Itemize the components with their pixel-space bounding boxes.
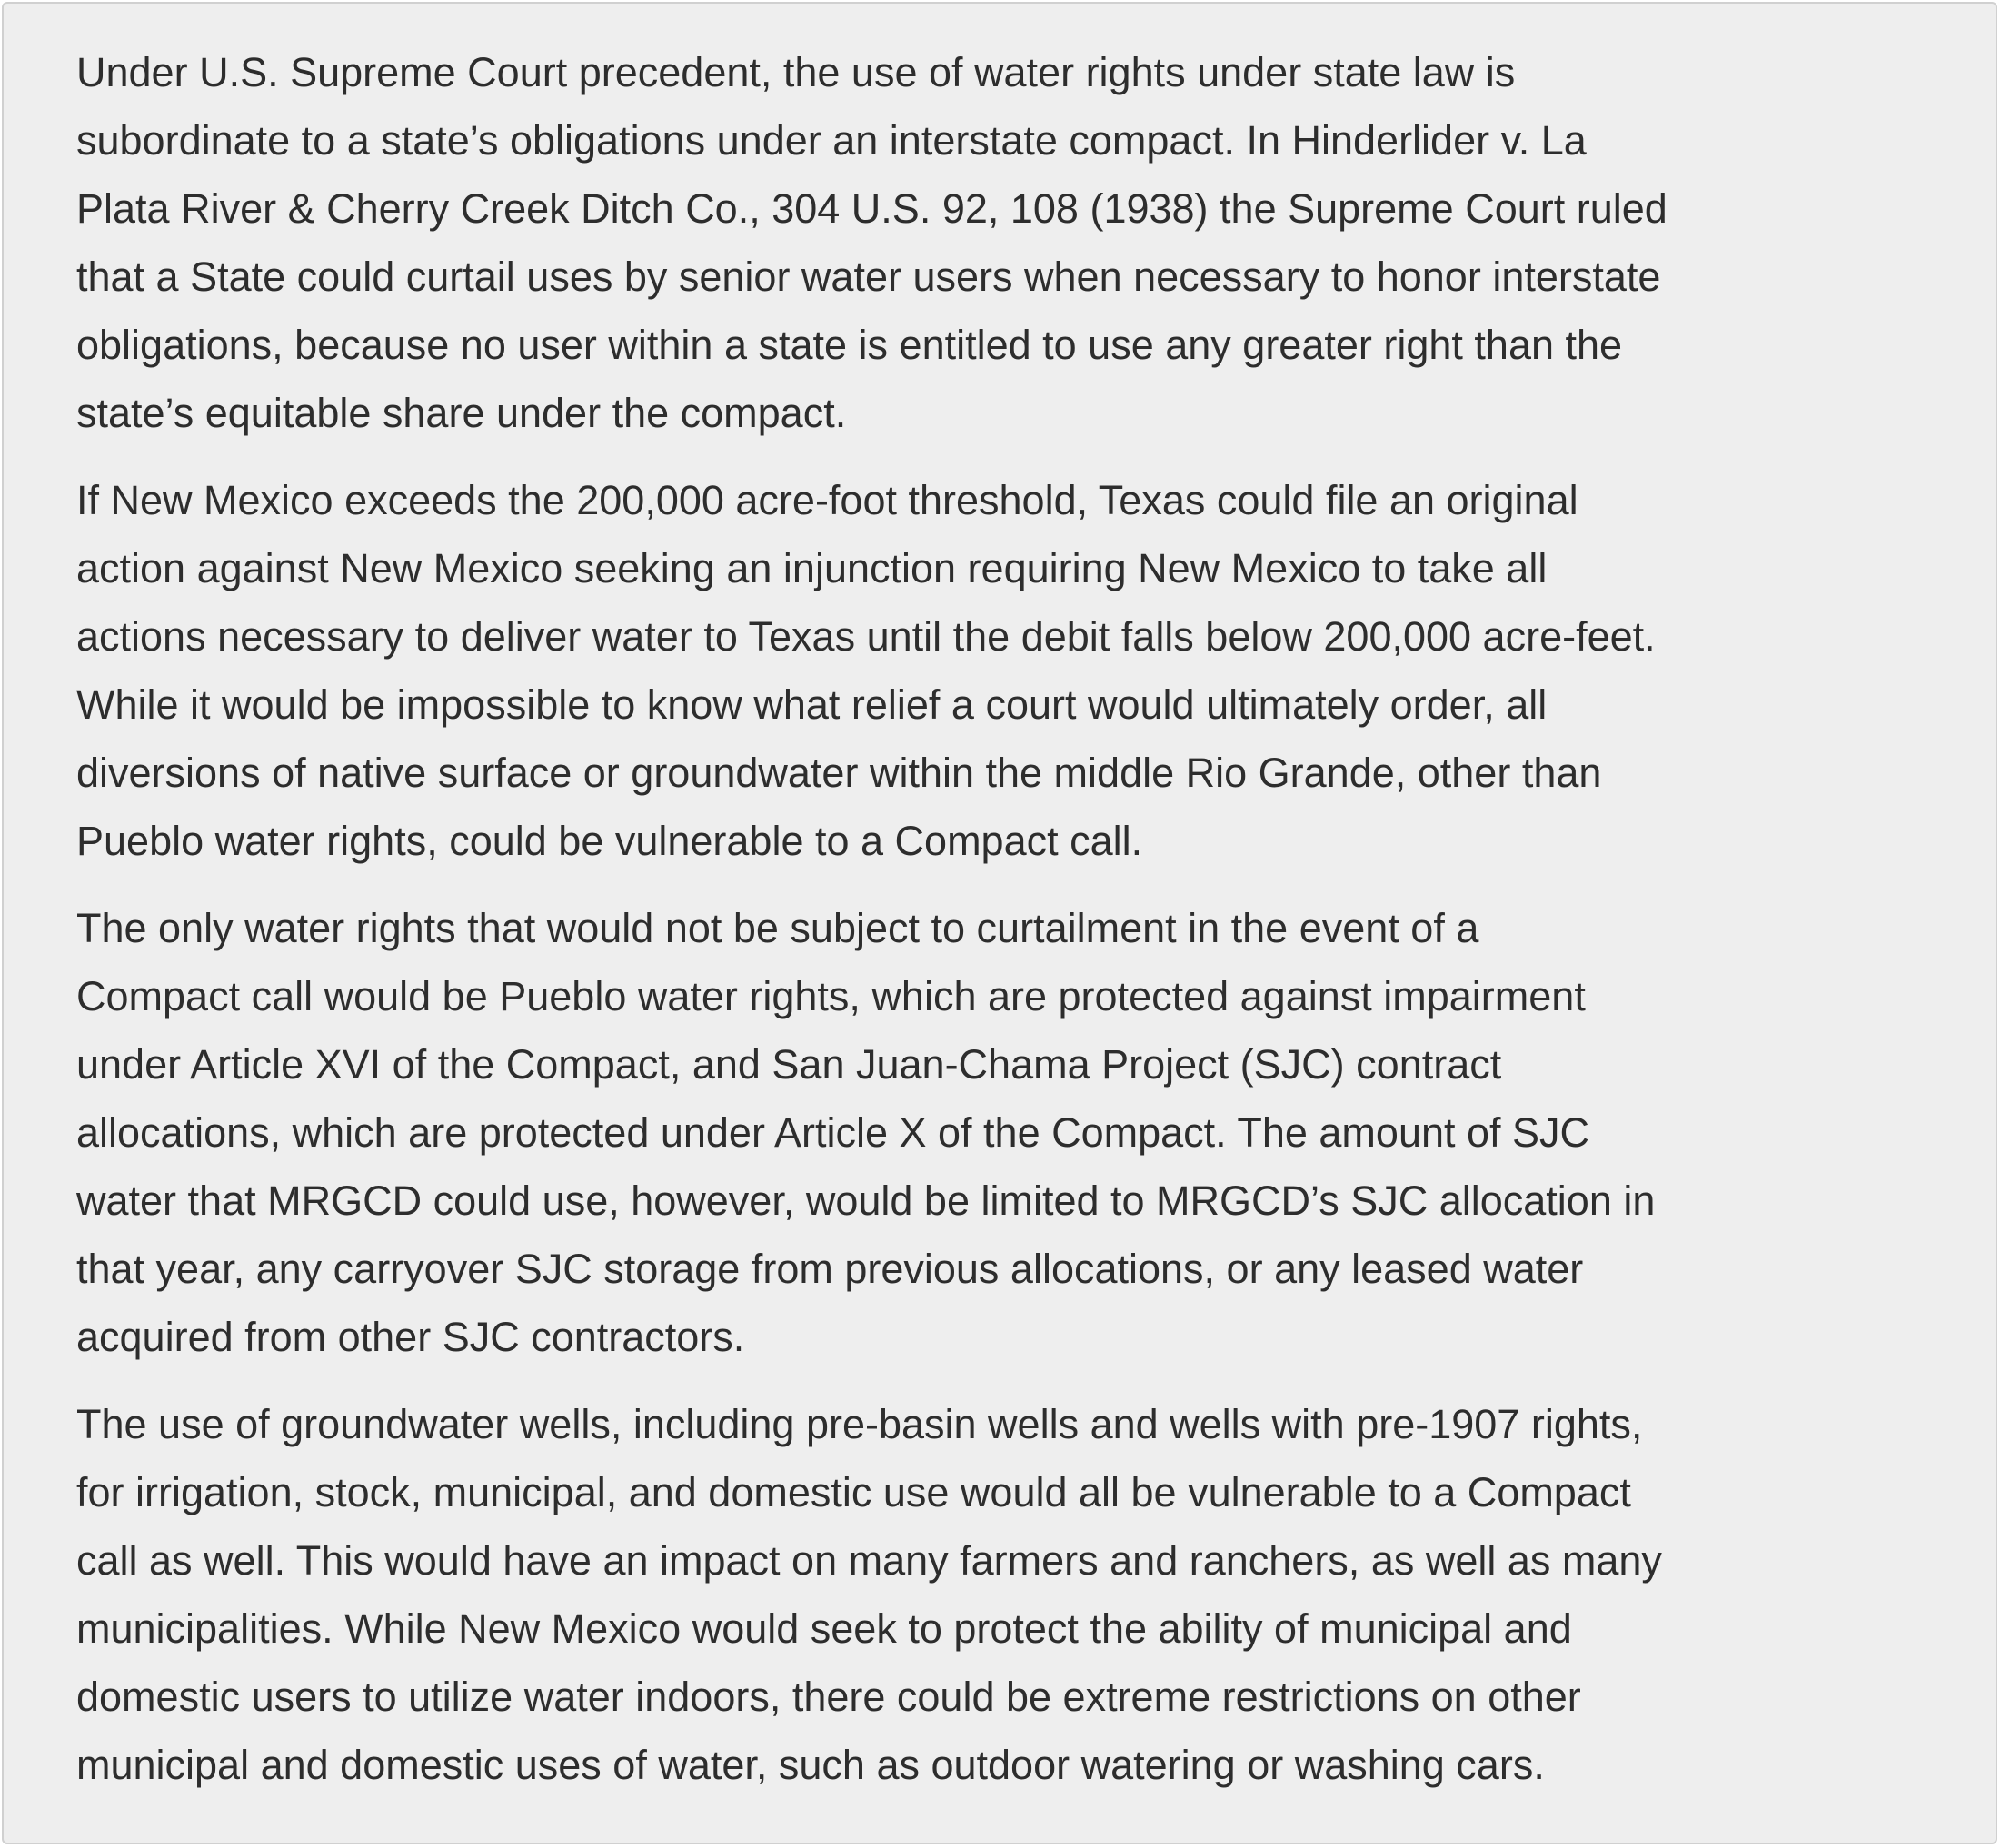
- text-line: for irrigation, stock, municipal, and domestic use would all be vulnerable to a Compact: [76, 1469, 1631, 1515]
- text-line: acquired from other SJC contractors.: [76, 1314, 745, 1360]
- text-line: that a State could curtail uses by senior water users when necessary to honor interstate: [76, 253, 1661, 300]
- text-line: Compact call would be Pueblo water rights, which are protected against impairment: [76, 973, 1586, 1019]
- text-line: While it would be impossible to know what relief a court would ultimately order, all: [76, 681, 1548, 728]
- text-line: actions necessary to deliver water to Texas until the debit falls below 200,000 acre-feet.: [76, 613, 1656, 660]
- text-line: domestic users to utilize water indoors, there could be extreme restrictions on other: [76, 1674, 1581, 1720]
- text-line: that year, any carryover SJC storage from previous allocations, or any leased water: [76, 1246, 1584, 1292]
- text-line: The only water rights that would not be subject to curtailment in the event of a: [76, 905, 1479, 951]
- text-line: Pueblo water rights, could be vulnerable to a Compact call.: [76, 818, 1143, 864]
- paragraph-texas-action: [76, 466, 1966, 875]
- text-line: municipal and domestic uses of water, such as outdoor watering or washing cars.: [76, 1742, 1545, 1788]
- text-line: If New Mexico exceeds the 200,000 acre-foot threshold, Texas could file an original: [76, 477, 1578, 523]
- text-line: allocations, which are protected under Article X of the Compact. The amount of SJC: [76, 1109, 1590, 1156]
- text-line: Under U.S. Supreme Court precedent, the use of water rights under state law is: [76, 49, 1516, 95]
- text-line: water that MRGCD could use, however, would be limited to MRGCD’s SJC allocation in: [76, 1177, 1656, 1224]
- text-line: under Article XVI of the Compact, and San Juan-Chama Project (SJC) contract: [76, 1041, 1502, 1088]
- paragraph-protected-rights: [76, 894, 1966, 1371]
- text-line: The use of groundwater wells, including pre-basin wells and wells with pre-1907 rights,: [76, 1401, 1643, 1447]
- text-line: municipalities. While New Mexico would seek to protect the ability of municipal and: [76, 1605, 1572, 1652]
- text-panel: [2, 2, 1997, 1844]
- text-line: diversions of native surface or groundwater within the middle Rio Grande, other than: [76, 750, 1602, 796]
- paragraph-supreme-court-precedent: [76, 38, 1966, 447]
- text-line: obligations, because no user within a state is entitled to use any greater right than the: [76, 322, 1623, 368]
- text-line: action against New Mexico seeking an injunction requiring New Mexico to take all: [76, 545, 1548, 591]
- text-line: state’s equitable share under the compact.: [76, 390, 847, 436]
- text-line: call as well. This would have an impact on many farmers and ranchers, as well as many: [76, 1537, 1662, 1584]
- text-line: subordinate to a state’s obligations under an interstate compact. In Hinderlider v. La: [76, 117, 1587, 164]
- paragraph-groundwater-wells: [76, 1390, 1966, 1799]
- text-line: Plata River & Cherry Creek Ditch Co., 304 U.S. 92, 108 (1938) the Supreme Court ruled: [76, 185, 1668, 232]
